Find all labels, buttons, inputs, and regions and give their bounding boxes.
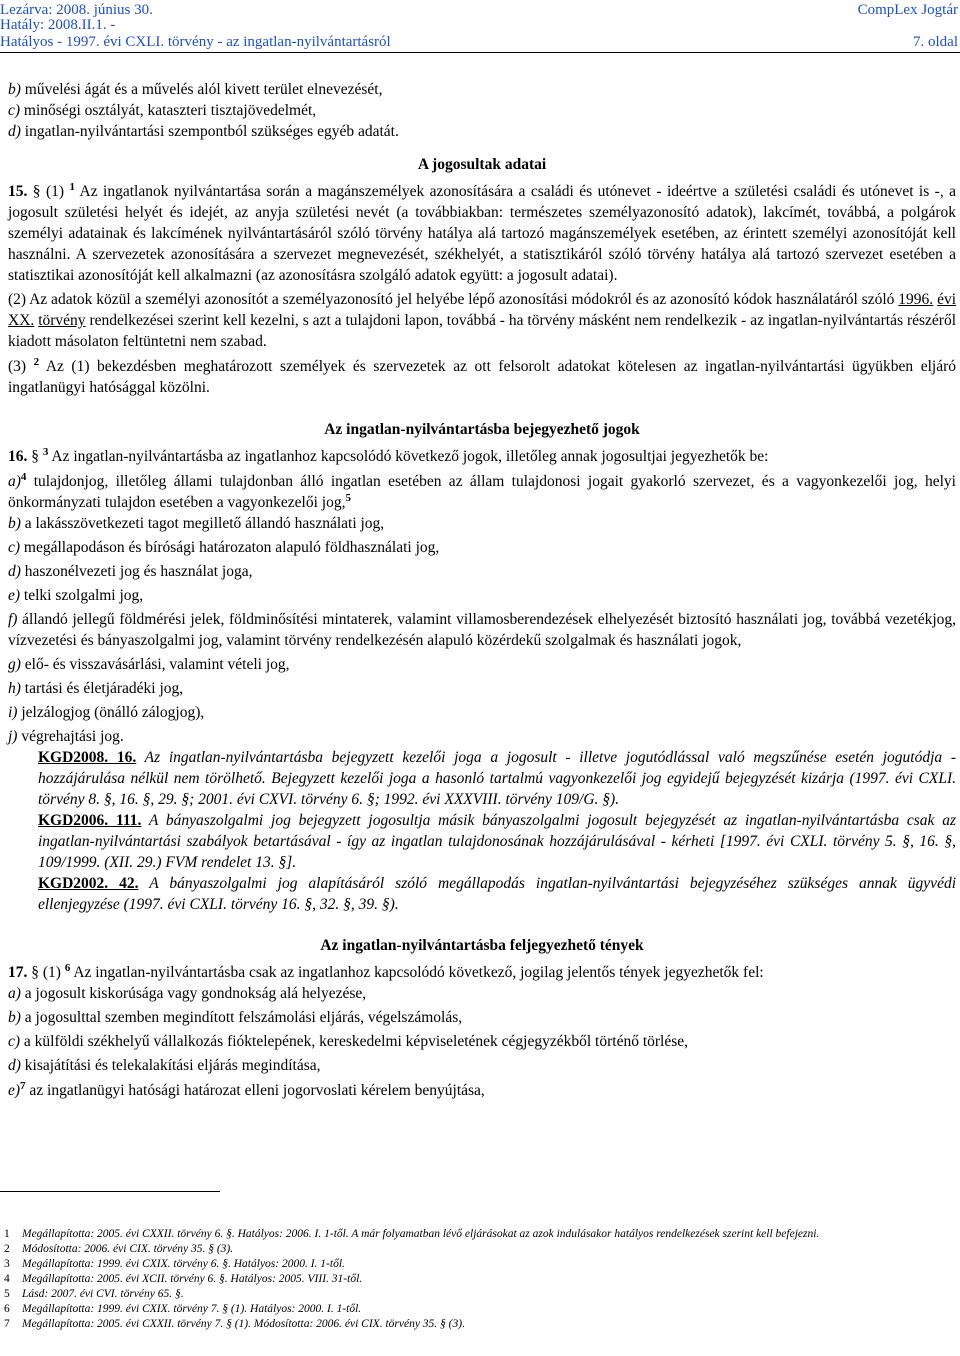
list-item [8,983,956,1004]
item-text: tulajdonjog, illetőleg állami tulajdonban álló ingatlan esetében az állam tulajdonosi jogait gyakorló szervezet, és a vagyonkezelői jog, helyi önkormányzati tulajdon esetében a vagyonkezelői jog, [8,473,956,511]
item-text: végrehajtási jog. [17,728,124,745]
footnote-ref[interactable]: 5 [345,492,351,504]
item-text: jelzálogjog (önálló zálogjog), [17,704,205,721]
paragraph-label: (1) [39,964,61,981]
list-item [8,100,956,121]
footnote [4,1272,954,1287]
paragraph-label: (1) [40,183,65,200]
list-item [8,121,956,142]
footnote [4,1317,954,1332]
footnote-number: 7 [4,1318,10,1330]
section-number: 16. [8,448,32,465]
item-text: telki szolgalmi jog, [20,587,144,604]
item-text: megállapodáson és bírósági határozaton alapuló földhasználati jog, [20,539,440,556]
case-law-ref[interactable]: KGD2002. 42. [38,875,139,892]
case-law-note [8,747,956,810]
footnote-number: 4 [4,1273,10,1285]
case-law-text: A bányaszolgalmi jog alapításáról szóló megállapodás ingatlan-nyilvántartási bejegyzéséhez szükséges annak ügyvédi ellenjegyzése (1997. évi CXLI. törvény 16. §, 32. §, 39. §). [38,875,957,913]
list-item [8,1080,956,1101]
footnote [4,1257,954,1272]
footnote-text: Megállapította: 1999. évi CXIX. törvény 6. §. Hatályos: 2000. I. 1-től. [22,1258,345,1270]
footnote-number: 2 [4,1243,10,1255]
section-number: 17. [8,964,32,981]
item-marker: e) [8,1082,21,1099]
item-marker: i) [8,704,18,721]
paragraph-text: Az ingatlan-nyilvántartásba az ingatlanhoz kapcsolódó következő jogok, illetőleg annak jogosultjai jegyezhetők be: [48,448,769,465]
footnote-ref[interactable]: 6 [64,962,71,974]
footnote-ref[interactable]: 2 [33,356,40,368]
footnote-text: Megállapította: 1999. évi CXIX. törvény 7. § (1). Hatályos: 2000. I. 1-től. [22,1303,362,1315]
item-marker: b) [8,81,21,98]
item-marker: d) [8,563,21,580]
header-divider [0,52,960,53]
list-item [8,513,956,534]
item-marker: e) [8,587,21,604]
item-marker: g) [8,656,21,673]
item-text: ingatlan-nyilvántartási szempontból szükséges egyéb adatát. [20,123,399,140]
law-link[interactable]: 1996. [898,291,934,308]
list-item [8,561,956,582]
footnote-number: 1 [4,1228,10,1240]
item-text: a jogosult kiskorúsága vagy gondnokság alá helyezése, [20,985,367,1002]
footnote-ref[interactable]: 7 [20,1080,26,1092]
footnote [4,1227,954,1242]
paragraph-15-2 [8,289,956,352]
footnote [4,1302,954,1317]
paragraph-text: Az (1) bekezdésben meghatározott személyek és szervezetek az ott felsorolt adatokat kötelesen az ingatlan-nyilvántartási ügyükben eljáró ingatlanügyi hatósággal közölni. [8,358,956,396]
item-text: az ingatlanügyi hatósági határozat elleni jogorvoslati kérelem benyújtása, [25,1082,485,1099]
footnote-number: 3 [4,1258,10,1270]
brand-name: CompLex Jogtár [857,2,958,18]
list-item [8,1031,956,1052]
paragraph-15-1: 15. § (1) $^1$ Az ingatlanok nyilvántartása során a magánszemélyek azonosítására a családi és utónevet - ideértve a születési családi és utónevet is -, a jogosult születési helyét és idejét, az anyja születési nevét (a továbbiakban: természetes személyazonosító adatok), lakcímét, továbbá, a polgárok személyi adatainak és lakcímének nyilvántartásáról szóló törvény hatálya alá tartozó magánszemélyek esetében, az érintett személyi azonosítóját kell használni. A szervezetek azonosítására a szervezet megnevezését, székhelyét, a statisztikáról szóló törvény hatálya alá tartozó szervezet esetében a statisztikai azonosítóját kell alkalmazni (az azonosításra szolgáló adatok együtt: a jogosult adatai). [8,181,957,284]
section-heading: Az ingatlan-nyilvántartásba feljegyezhető tények [320,937,644,954]
item-marker: b) [8,515,21,532]
list-item [8,585,956,606]
footnote [4,1287,954,1302]
list-item [8,609,956,651]
list-item [8,537,956,558]
section-heading: Az ingatlan-nyilvántartásba bejegyezhető jogok [324,421,640,438]
law-link[interactable]: törvény [38,312,86,329]
paragraph-17-intro: 17. § (1) $^6$ Az ingatlan-nyilvántartásba csak az ingatlanhoz kapcsolódó következő, jogilag jelentős tények jegyezhetők fel: [8,962,764,981]
item-text: a jogosulttal szemben megindított felszámolási eljárás, végelszámolás, [20,1009,463,1026]
document-body [8,79,956,1101]
footnote-text: Módosította: 2006. évi CIX. törvény 35. § (3). [22,1243,234,1255]
case-law-ref[interactable]: KGD2008. 16. [38,749,137,766]
item-marker: c) [8,1033,21,1050]
footnote-ref[interactable]: 4 [20,471,27,483]
list-item [8,1007,956,1028]
item-marker: c) [8,539,21,556]
item-marker: h) [8,680,21,697]
item-marker: a) [8,473,21,490]
closing-date: Lezárva: 2008. június 30. [0,2,153,18]
list-item [8,654,956,675]
list-item [8,471,956,513]
item-text: a lakásszövetkezeti tagot megillető állandó használati jog, [20,515,385,532]
item-marker: b) [8,1009,21,1026]
footnote-list [4,1227,954,1332]
footnote-ref[interactable]: 3 [42,446,49,458]
footnote-divider [0,1191,220,1192]
item-text: művelési ágát és a művelés alól kivett terület elnevezését, [20,81,383,98]
effective-date: Hatály: 2008.II.1. - [0,17,116,33]
case-law-note [8,873,956,915]
list-item [8,726,956,747]
list-item [8,79,956,100]
footnote-number: 5 [4,1288,10,1300]
footnote [4,1242,954,1257]
item-marker: c) [8,102,21,119]
footnote-text: Megállapította: 2005. évi CXXII. törvény 7. § (1). Módosította: 2006. évi CIX. törvény 35. § (3). [22,1318,465,1330]
item-text: tartási és életjáradéki jog, [20,680,184,697]
case-law-ref[interactable]: KGD2006. 111. [38,812,142,829]
item-text: elő- és visszavásárlási, valamint vételi jog, [20,656,290,673]
section-heading: A jogosultak adatai [417,156,547,173]
paragraph-15-3 [8,356,956,398]
item-text: minőségi osztályát, kataszteri tisztajövedelmét, [20,102,317,119]
item-text: a külföldi székhelyű vállalkozás fióktelepének, kereskedelmi képviseletének cégjegyzékből történő törlése, [20,1033,689,1050]
list-item [8,702,956,723]
case-law-text: Az ingatlan-nyilvántartásba bejegyzett kezelői joga a jogosult - illetve jogutódlással való megszűnése esetén jogutódja - hozzájárulása nélkül nem törölhető. Bejegyzett kezelői joga a hasonló tartalmú vagyonkezelői jog egyidejű bejegyzését kizárja (1997. évi CXLI. törvény 8. §, 16. §, 29. §; 2001. évi CXVI. törvény 6. §; 1992. évi XXXVIII. törvény 109/G. §). [38,749,956,808]
paragraph-label: (3) [8,358,27,375]
footnote-text: Megállapította: 2005. évi XCII. törvény 6. §. Hatályos: 2005. VIII. 31-től. [22,1273,363,1285]
page-number: 7. oldal [913,34,958,50]
paragraph-text: Az ingatlan-nyilvántartásba csak az ingatlanhoz kapcsolódó következő, jogilag jelentős tények jegyezhetők fel: [70,964,764,981]
case-law-text: A bányaszolgalmi jog bejegyzett jogosultja másik bányaszolgalmi jogosult bejegyzését az ingatlan-nyilvántartásba csak az ingatlan-nyilvántartási szabályok betartásával - így az ingatlan tulajdonosának hozzájárulásával - kérheti [1997. évi CXLI. törvény 5. §, 16. §, 109/1999. (XII. 29.) FVM rendelet 13. §]. [38,812,956,871]
case-law-note [8,810,956,873]
item-marker: f) [8,611,18,628]
document-title-link[interactable]: Hatályos - 1997. évi CXLI. törvény - az ingatlan-nyilvántartásról [0,34,391,50]
page-header [0,0,960,52]
item-text: haszonélvezeti jog és használat joga, [20,563,253,580]
item-marker: a) [8,985,21,1002]
item-marker: d) [8,1057,21,1074]
footnote-text: Megállapította: 2005. évi CXXII. törvény 6. §. Hatályos: 2006. I. 1-től. A már folyamatban lévő eljárásokat az azok indulásakor hatályos rendelkezések szerint kell befejezni. [22,1228,820,1240]
item-marker: d) [8,123,21,140]
item-text: állandó jellegű földmérési jelek, földminősítési mintaterek, valamint villamosberendezések elhelyezését biztosító használati jog, továbbá vezetékjog, vízvezetési és bányaszolgalmi jog, valamint törvény rendelkezésén alapuló közérdekű szolgalmak és használati jogok, [8,611,956,649]
section-number: 15. [8,183,33,200]
paragraph-text: (2) Az adatok közül a személyi azonosítót a személyazonosító jel helyébe lépő azonosítási módokról és az azonosító kódok használatáról szóló [8,291,899,308]
paragraph-text: Az ingatlanok nyilvántartása során a magánszemélyek azonosítására a családi és utónevet - ideértve a születési családi és utónevet is -, a jogosult születési helyét és idejét, az anyja születési nevét (a továbbiakban: természetes személyazonosító adatok), lakcímét, továbbá, a polgárok személyi adatainak és lakcímének nyilvántartásáról szóló törvény hatálya alá tartozó magánszemélyek esetében, az érintett személyi azonosítóját kell használni. A szervezetek azonosítására a szervezet megnevezését, székhelyét, a statisztikáról szóló törvény hatálya alá tartozó szervezet esetében a statisztikai azonosítóját kell alkalmazni (az azonosításra szolgáló adatok együtt: a jogosult adatai). [8,183,957,284]
item-marker: j) [8,728,18,745]
paragraph-16-intro: 16. § $^3$ Az ingatlan-nyilvántartásba az ingatlanhoz kapcsolódó következő jogok, illetőleg annak jogosultjai jegyezhetők be: [8,446,769,465]
footnote-number: 6 [4,1303,10,1315]
list-item [8,678,956,699]
footnote-ref[interactable]: 1 [69,181,75,193]
law-link[interactable]: évi XX. [8,291,956,329]
item-text: kisajátítási és telekalakítási eljárás megindítása, [20,1057,321,1074]
list-item [8,1055,956,1076]
footnote-text: Lásd: 2007. évi CVI. törvény 65. §. [22,1288,184,1300]
paragraph-text: rendelkezései szerint kell kezelni, s azt a tulajdoni lapon, továbbá - ha törvény másként nem rendelkezik - az ingatlan-nyilvántartás részéről kiadott másolaton feltüntetni nem szabad. [8,312,957,350]
